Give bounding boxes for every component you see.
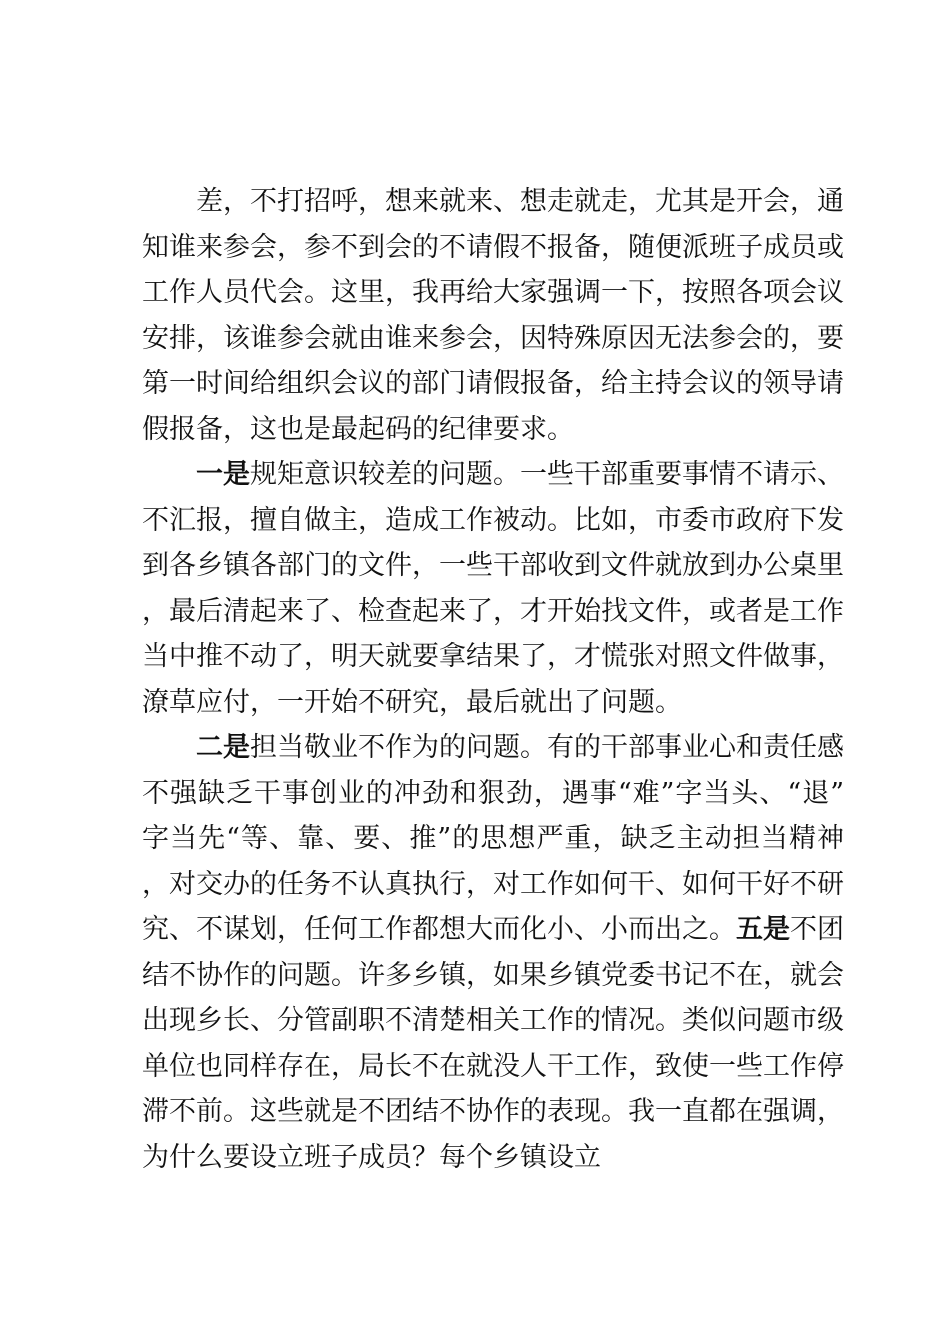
paragraph-3-lead-2: 五是 [736, 914, 790, 945]
paragraph-3-lead: 二是 [196, 732, 250, 763]
paragraph-2-text: 规矩意识较差的问题。一些干部重要事情不请示、不汇报，擅自做主，造成工作被动。比如，市委市政府下发到各乡镇各部门的文件，一些干部收到文件就放到办公桌里，最后清起来了、检查起来了，才开始找文件，或者是工作当中推不动了，明天就要拿结果了，才慌张对照文件做事，潦草应付，一开始不研究，最后就出了问题。 [142, 459, 844, 718]
paragraph-3 [142, 725, 844, 1180]
paragraph-3-text: 担当敬业不作为的问题。有的干部事业心和责任感不强缺乏干事创业的冲劲和狠劲，遇事“难”字当头、“退”字当先“等、靠、要、推”的思想严重，缺乏主动担当精神，对交办的任务不认真执行，对工作如何干、如何干好不研究、不谋划，任何工作都想大而化小、小而出之。 [142, 732, 844, 945]
paragraph-1-text: 差，不打招呼，想来就来、想走就走，尤其是开会，通知谁来参会，参不到会的不请假不报备，随便派班子成员或工作人员代会。这里，我再给大家强调一下，按照各项会议安排，该谁参会就由谁来参会，因特殊原因无法参会的，要第一时间给组织会议的部门请假报备，给主持会议的领导请假报备，这也是最起码的纪律要求。 [142, 186, 844, 445]
body-text [142, 179, 844, 1180]
paragraph-2-lead: 一是 [196, 459, 250, 490]
paragraph-2 [142, 452, 844, 725]
paragraph-3-text-2: 不团结不协作的问题。许多乡镇，如果乡镇党委书记不在，就会出现乡长、分管副职不清楚相关工作的情况。类似问题市级单位也同样存在，局长不在就没人干工作，致使一些工作停滞不前。这些就是不团结不协作的表现。我一直都在强调，为什么要设立班子成员？每个乡镇设立 [142, 914, 844, 1173]
paragraph-1 [142, 179, 844, 452]
